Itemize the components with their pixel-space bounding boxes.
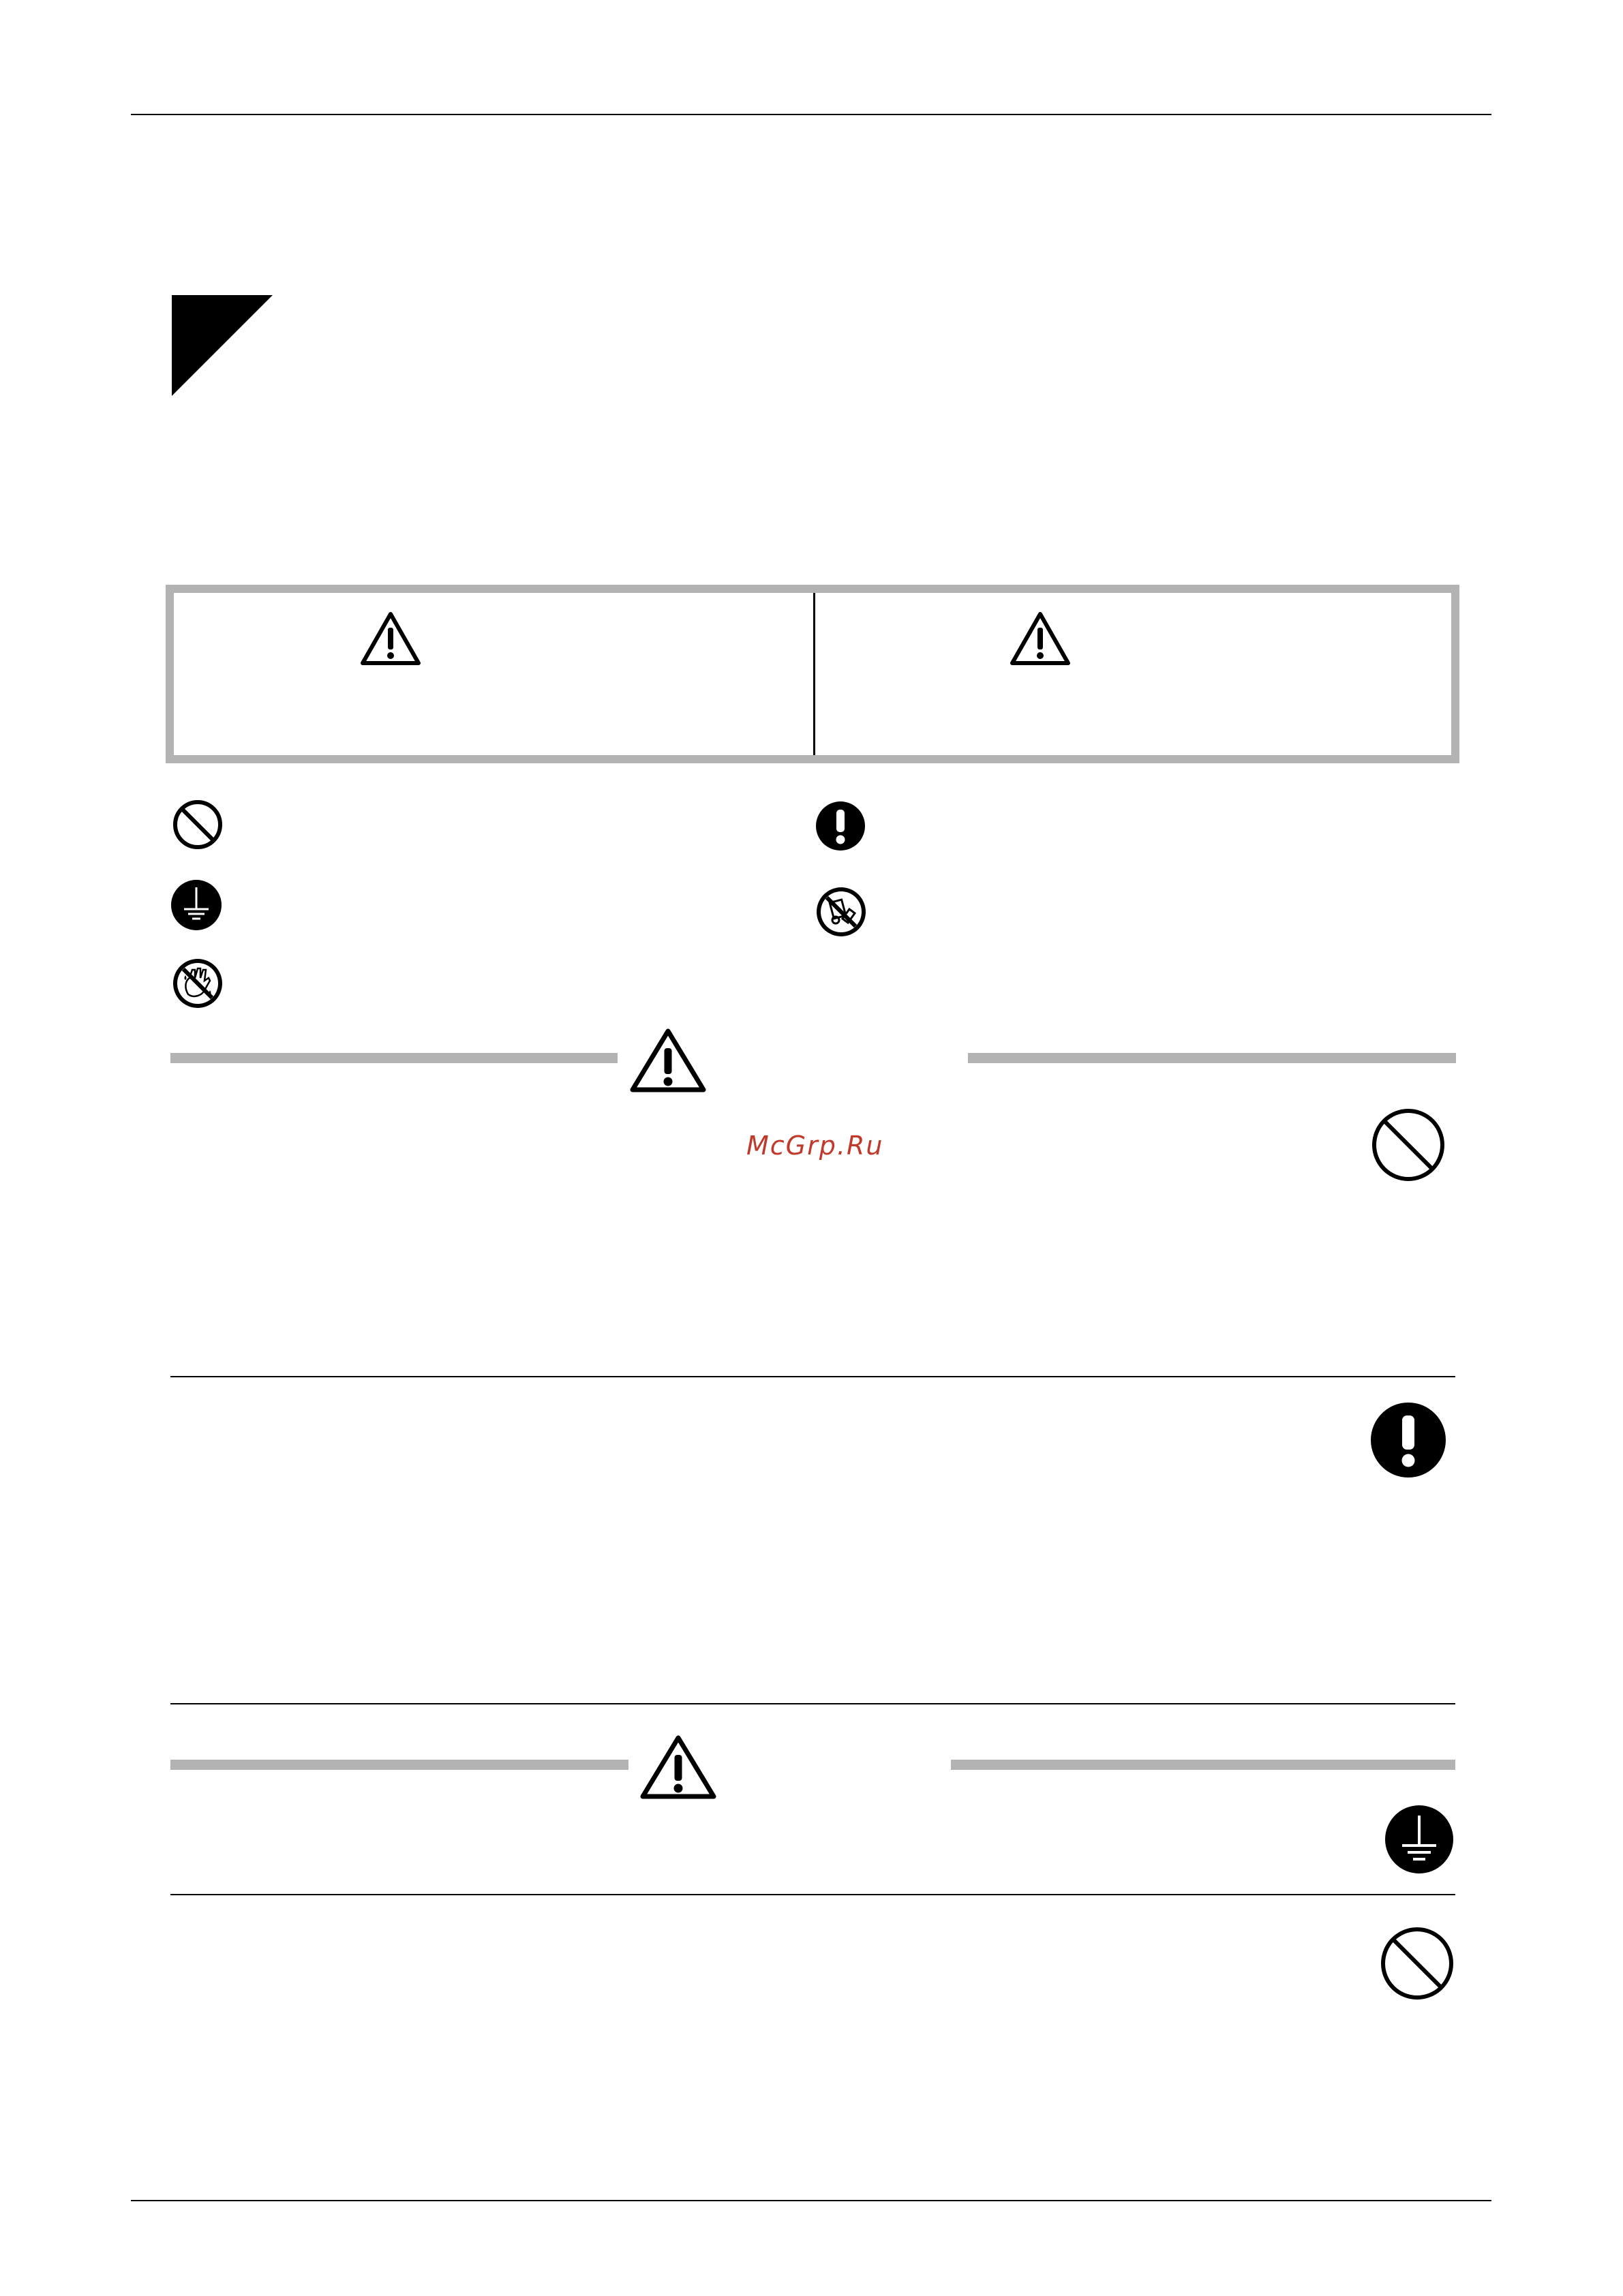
section-marker xyxy=(172,295,273,396)
mandatory-action-icon xyxy=(1370,1402,1446,1478)
header-rule xyxy=(131,114,1491,115)
watermark: McGrp.Ru xyxy=(746,1131,884,1161)
prohibited-icon xyxy=(1380,1926,1455,2001)
legend-divider xyxy=(813,593,815,755)
item-divider xyxy=(170,1894,1455,1895)
do-not-disassemble-icon xyxy=(815,886,867,938)
ground-icon xyxy=(170,879,222,931)
prohibited-icon xyxy=(1371,1107,1446,1182)
section-2-header-bar-right xyxy=(951,1760,1455,1770)
signal-word-legend-box xyxy=(166,585,1459,763)
warning-triangle-icon xyxy=(360,611,421,666)
item-divider xyxy=(170,1376,1455,1377)
no-wet-hands-icon xyxy=(172,958,224,1009)
warning-triangle-icon xyxy=(1010,611,1071,666)
item-divider xyxy=(170,1703,1455,1704)
mandatory-action-icon xyxy=(815,801,866,851)
section-2-header-bar-left xyxy=(170,1760,628,1770)
section-1-header-bar-left xyxy=(170,1053,618,1063)
prohibited-icon xyxy=(172,799,224,851)
footer-rule xyxy=(131,2200,1491,2201)
warning-triangle-icon xyxy=(639,1734,717,1800)
warning-triangle-icon xyxy=(629,1028,707,1093)
section-1-header-bar-right xyxy=(968,1053,1456,1063)
ground-icon xyxy=(1384,1805,1454,1874)
